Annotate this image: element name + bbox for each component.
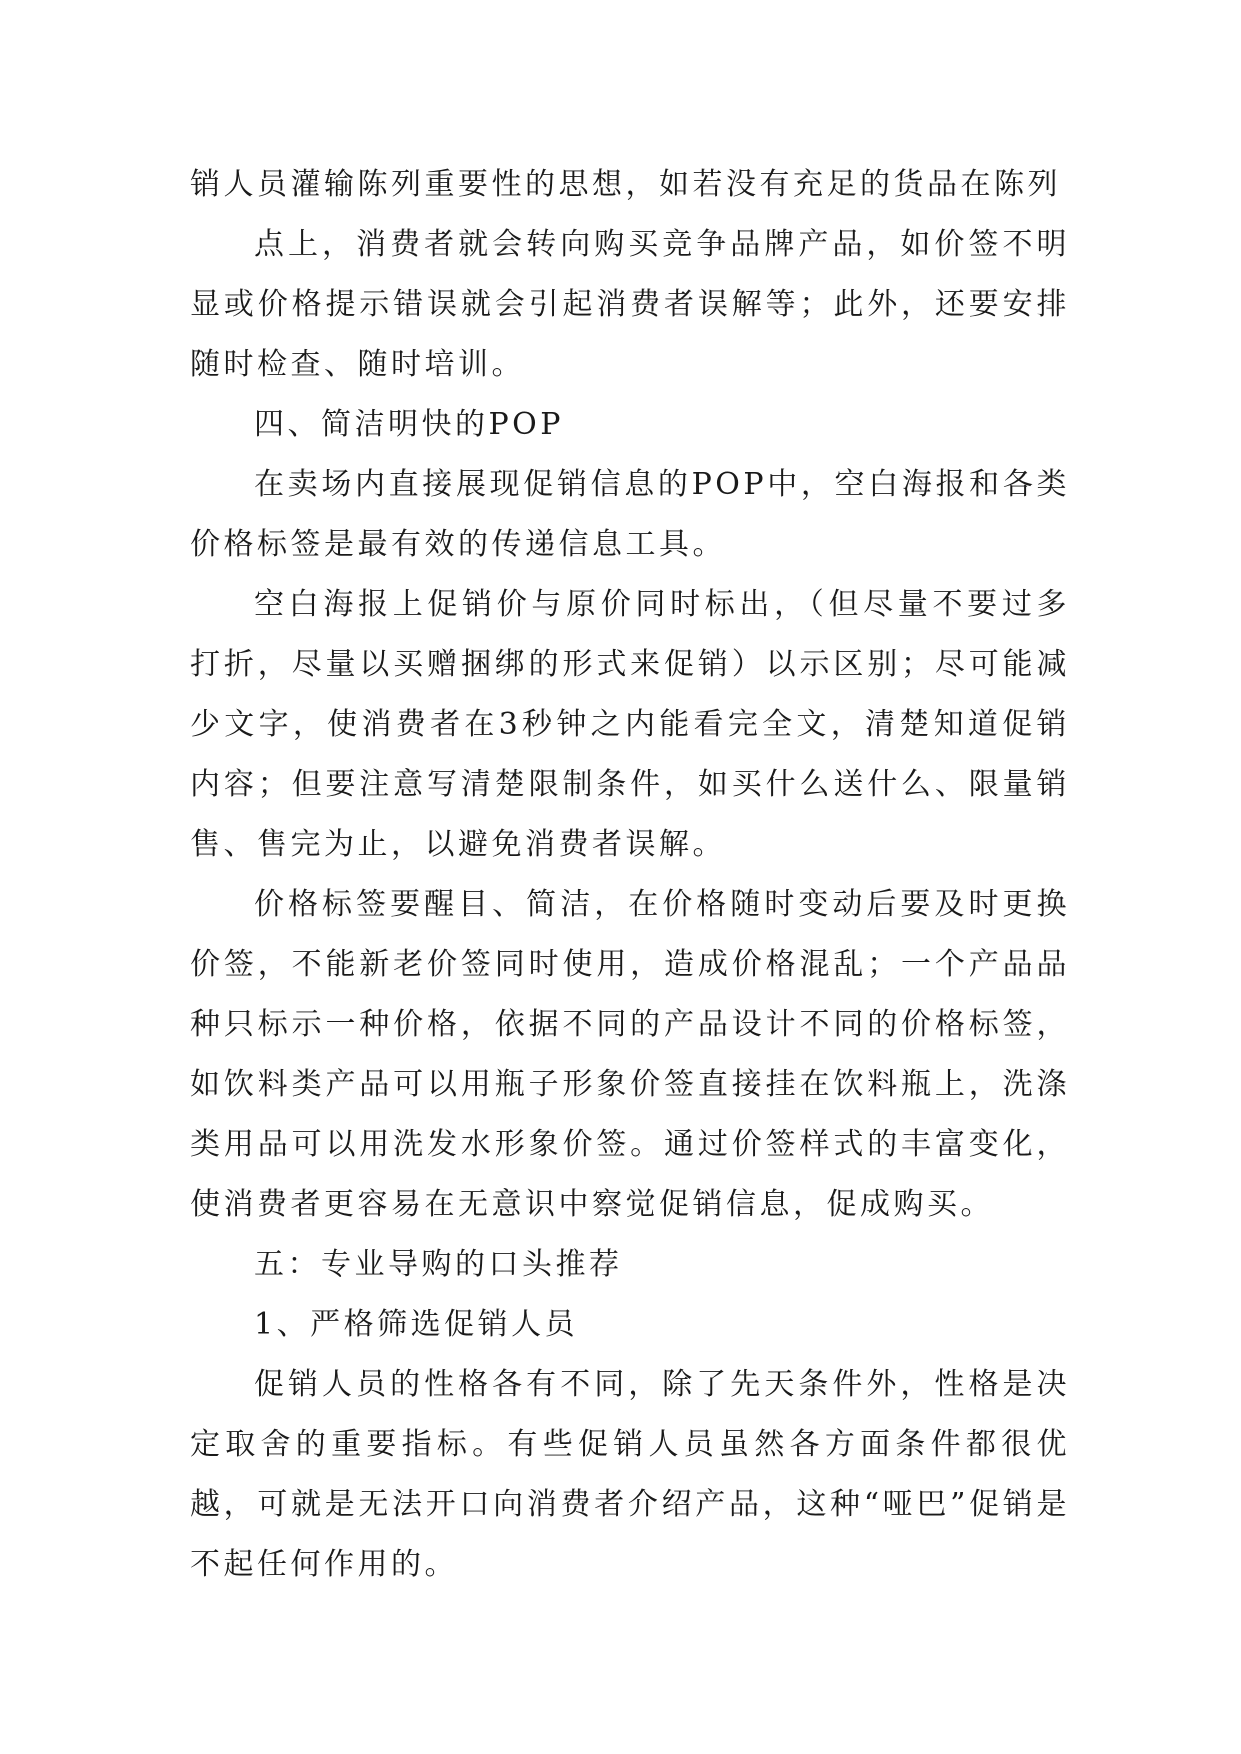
section-heading-recommendation: 五：专业导购的口头推荐	[254, 1247, 623, 1282]
paragraph: 点上，消费者就会转向购买竞争品牌产品，如价签不明显或价格提示错误就会引起消费者误解等；此外，还要安排随时检查、随时培训。	[190, 227, 1070, 382]
paragraph: 在卖场内直接展现促销信息的POP中，空白海报和各类价格标签是最有效的传递信息工具。	[190, 467, 1070, 562]
subsection-heading: 1、严格筛选促销人员	[254, 1307, 579, 1342]
section-heading-pop: 四、简洁明快的POP	[254, 407, 564, 442]
document-body	[190, 155, 1070, 1595]
paragraph: 空白海报上促销价与原价同时标出，（但尽量不要过多打折，尽量以买赠捆绑的形式来促销）以示区别；尽可能减少文字，使消费者在3秒钟之内能看完全文，清楚知道促销内容；但要注意写清楚限制条件，如买什么送什么、限量销售、售完为止，以避免消费者误解。	[190, 587, 1070, 862]
paragraph-continuation: 销人员灌输陈列重要性的思想，如若没有充足的货品在陈列	[190, 167, 1061, 202]
paragraph: 价格标签要醒目、简洁，在价格随时变动后要及时更换价签，不能新老价签同时使用，造成价格混乱；一个产品品种只标示一种价格，依据不同的产品设计不同的价格标签，如饮料类产品可以用瓶子形象价签直接挂在饮料瓶上，洗涤类用品可以用洗发水形象价签。通过价签样式的丰富变化，使消费者更容易在无意识中察觉促销信息，促成购买。	[190, 887, 1070, 1222]
paragraph: 促销人员的性格各有不同，除了先天条件外，性格是决定取舍的重要指标。有些促销人员虽然各方面条件都很优越，可就是无法开口向消费者介绍产品，这种“哑巴”促销是不起任何作用的。	[190, 1367, 1070, 1582]
